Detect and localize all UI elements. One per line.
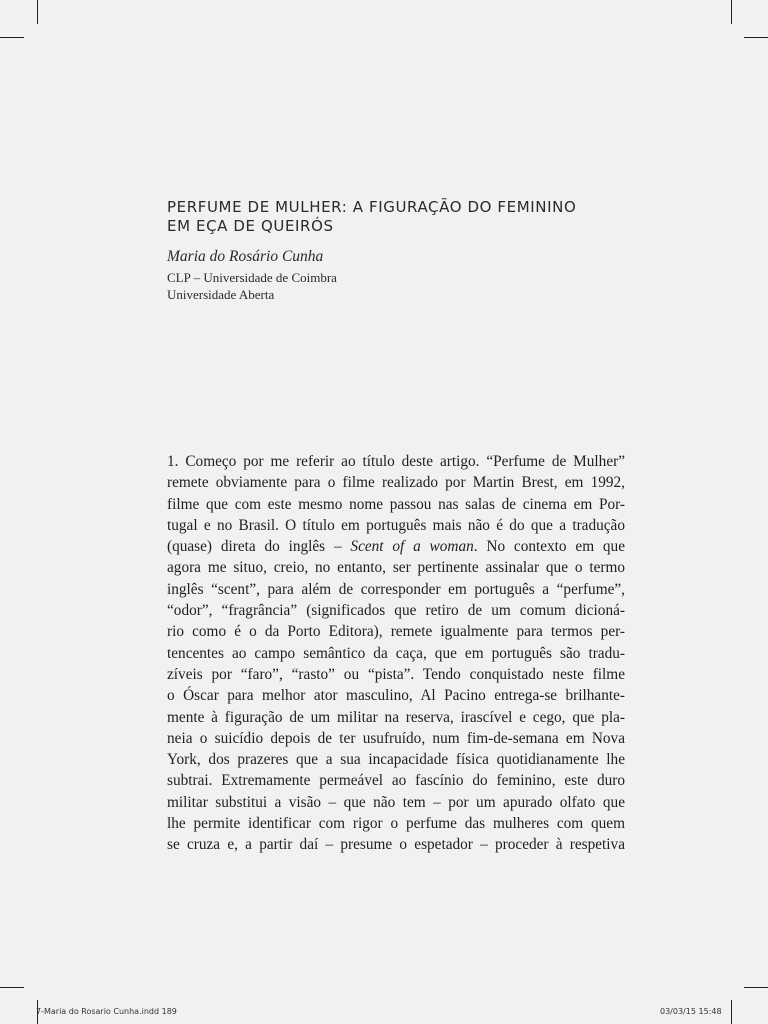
body-line: o Óscar para melhor ator masculino, Al Pacino entrega-se brilhante- — [167, 687, 625, 705]
body-line: agora me situo, creio, no entanto, ser pertinente assinalar que o termo — [167, 559, 625, 577]
crop-mark-top-right-h — [744, 37, 768, 38]
author-name: Maria do Rosário Cunha — [167, 248, 324, 265]
body-line: se cruza e, a partir daí – presume o espetador – proceder à respetiva — [167, 836, 625, 854]
body-line: subtrai. Extremamente permeável ao fascínio do feminino, este duro — [167, 772, 625, 790]
author-affiliation-2: Universidade Aberta — [167, 287, 275, 302]
body-line: 1. Começo por me referir ao título deste artigo. “Perfume de Mulher” — [167, 453, 625, 470]
crop-mark-top-left-v — [37, 0, 38, 24]
article-title — [167, 198, 637, 236]
crop-mark-top-left-h — [0, 37, 24, 38]
body-line: tencentes ao campo semântico da caça, que em português são tradu- — [167, 644, 625, 662]
body-line: rio como é o da Porto Editora), remete igualmente para termos per- — [167, 623, 625, 641]
crop-mark-top-right-v — [731, 0, 732, 24]
crop-mark-bottom-right-v — [731, 1000, 732, 1024]
body-line: militar substitui a visão – que não tem – por um apurado olfato que — [167, 793, 625, 811]
footer-file-info: 7-Maria do Rosario Cunha.indd 189 — [36, 1007, 177, 1016]
body-line: (quase) direta do inglês – Scent of a woman. No contexto em que — [167, 538, 625, 556]
body-line: York, dos prazeres que a sua incapacidade física quotidianamente lhe — [167, 751, 625, 769]
body-line: remete obviamente para o filme realizado por Martin Brest, em 1992, — [167, 474, 625, 492]
article-title-line-2: EM EÇA DE QUEIRÓS — [167, 217, 334, 235]
body-paragraph — [167, 451, 625, 856]
body-line: tugal e no Brasil. O título em português mais não é do que a tradução — [167, 516, 625, 534]
film-title-italic: Scent of a woman — [350, 538, 474, 556]
body-line: “odor”, “fragrância” (significados que retiro de um comum dicioná- — [167, 602, 625, 620]
body-line: inglês “scent”, para além de corresponder em português a “perfume”, — [167, 580, 625, 598]
article-title-line-1: PERFUME DE MULHER: A FIGURAÇÃO DO FEMININO — [167, 198, 577, 216]
footer-date-time: 03/03/15 15:48 — [660, 1007, 722, 1016]
crop-mark-bottom-left-h — [0, 987, 24, 988]
body-line: lhe permite identificar com rigor o perfume das mulheres com quem — [167, 815, 625, 833]
author-affiliation-1: CLP – Universidade de Coimbra — [167, 270, 337, 285]
body-line: filme que com este mesmo nome passou nas salas de cinema em Por- — [167, 495, 625, 513]
body-line: mente à figuração de um militar na reserva, irascível e cego, que pla- — [167, 708, 625, 726]
crop-mark-bottom-right-h — [744, 987, 768, 988]
body-line: neia o suicídio depois de ter usufruído, num fim-de-semana em Nova — [167, 729, 625, 747]
body-line: zíveis por “faro”, “rasto” ou “pista”. Tendo conquistado neste filme — [167, 665, 625, 683]
